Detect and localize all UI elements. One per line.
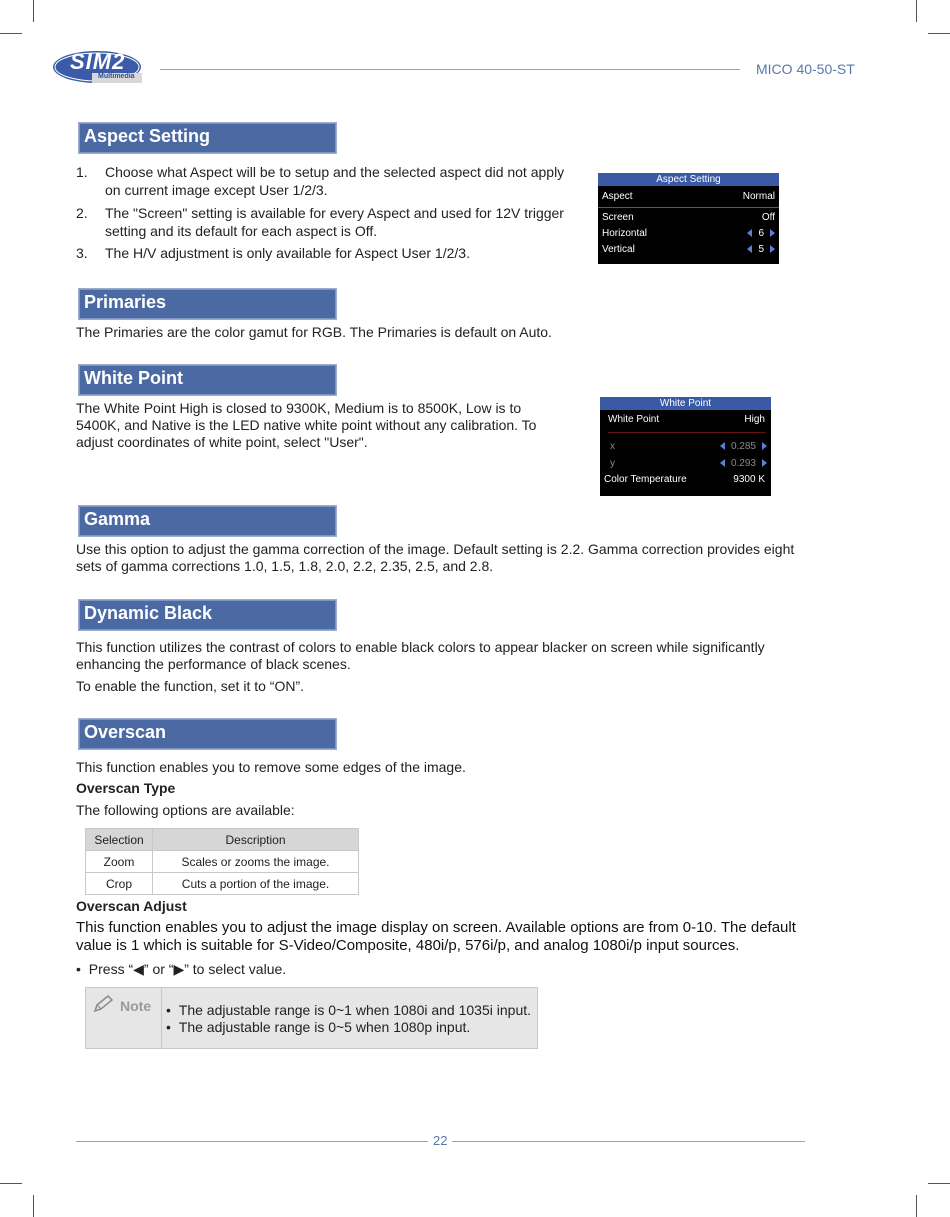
arrow-right-icon <box>762 442 767 450</box>
arrow-right-icon <box>762 459 767 467</box>
sim2-logo <box>52 45 147 85</box>
section-title-aspect-setting <box>78 122 337 154</box>
list-number: 1. <box>76 164 88 180</box>
section-title-text: Overscan <box>84 722 167 742</box>
arrow-right-icon <box>770 229 775 237</box>
table-cell: Crop <box>86 873 153 895</box>
osd-row-y <box>604 457 767 471</box>
section-title-white-point <box>78 364 337 396</box>
section-title-primaries <box>78 288 337 320</box>
section-title-text: Aspect Setting <box>84 126 211 146</box>
dynamic-black-enable-text: To enable the function, set it to “ON”. <box>76 678 305 694</box>
osd-divider <box>608 432 766 433</box>
arrow-left-icon <box>720 442 725 450</box>
crop-mark <box>916 0 917 22</box>
osd-label: White Point <box>608 414 660 425</box>
overscan-options-table <box>85 828 359 895</box>
section-title-overscan <box>78 718 337 750</box>
section-title-text: Gamma <box>84 509 151 529</box>
section-title-text: Primaries <box>84 292 167 312</box>
arrow-left-icon <box>747 245 752 253</box>
osd-row-screen <box>602 211 775 225</box>
table-row <box>86 851 359 873</box>
section-title-gamma <box>78 505 337 537</box>
logo-text: SIM2 <box>70 49 126 74</box>
section-title-text: White Point <box>84 368 183 388</box>
note-text: The adjustable range is 0~5 when 1080p input. <box>178 1019 471 1035</box>
osd-row-color-temperature <box>604 473 767 487</box>
osd-row-horizontal <box>602 227 775 241</box>
osd-value-stepper <box>720 440 767 454</box>
osd-value: 5 <box>758 244 764 255</box>
osd-value-stepper <box>747 243 775 257</box>
aspect-setting-osd-screenshot <box>598 173 779 264</box>
pencil-icon <box>92 994 116 1019</box>
osd-row-aspect <box>602 190 775 204</box>
note-text: The adjustable range is 0~1 when 1080i and 1035i input. <box>178 1002 532 1018</box>
osd-value-stepper <box>747 227 775 241</box>
section-title-text: Dynamic Black <box>84 603 213 623</box>
crop-mark <box>928 33 950 34</box>
osd-row-white-point <box>604 413 767 427</box>
overscan-adjust-heading: Overscan Adjust <box>76 898 187 914</box>
osd-value: Normal <box>742 191 775 202</box>
osd-value: 0.293 <box>730 458 756 469</box>
section-title-dynamic-black <box>78 599 337 631</box>
osd-value: 9300 K <box>733 474 765 485</box>
crop-mark <box>33 0 34 22</box>
crop-mark <box>0 1183 22 1184</box>
bullet: • <box>76 961 81 977</box>
note-label: Note <box>120 998 152 1014</box>
osd-value: 0.285 <box>730 441 756 452</box>
logo-sub: Multimedia <box>98 73 135 80</box>
osd-label: x <box>610 441 615 452</box>
list-number: 2. <box>76 205 88 221</box>
primaries-text: The Primaries are the color gamut for RGB. The Primaries is default on Auto. <box>76 324 552 340</box>
arrow-right-icon <box>770 245 775 253</box>
crop-mark <box>916 1195 917 1217</box>
table-cell: Scales or zooms the image. <box>153 851 359 873</box>
crop-mark <box>0 33 22 34</box>
white-point-osd-screenshot <box>600 397 771 496</box>
footer-rule-left <box>76 1141 428 1142</box>
note-box <box>85 987 538 1049</box>
table-cell: Zoom <box>86 851 153 873</box>
list-text: The H/V adjustment is only available for Aspect User 1/2/3. <box>105 245 470 261</box>
osd-value: High <box>744 414 765 425</box>
bullet: • <box>166 1002 171 1018</box>
table-cell: Cuts a portion of the image. <box>153 873 359 895</box>
arrow-left-icon <box>720 459 725 467</box>
overscan-type-heading: Overscan Type <box>76 780 176 796</box>
overscan-type-intro: The following options are available: <box>76 802 295 818</box>
osd-row-vertical <box>602 243 775 257</box>
bullet: • <box>166 1019 171 1035</box>
gamma-text: Use this option to adjust the gamma correction of the image. Default setting is 2.2. Gamma correction provides eight sets of gamma corrections 1.0, 1.5, 1.8, 2.0, 2.2, 2.35, 2.5, and 2.8. <box>76 541 795 574</box>
overscan-adjust-text: This function enables you to adjust the image display on screen. Available options are from 0-10. The default value is 1 which is suitable for S-Video/Composite, 480i/p, 576i/p, and analog 1080i/p input sources. <box>76 919 796 954</box>
list-number: 3. <box>76 245 88 261</box>
table-row <box>86 873 359 895</box>
osd-label: y <box>610 458 615 469</box>
osd-label: Color Temperature <box>604 474 687 485</box>
crop-mark <box>33 1195 34 1217</box>
table-header: Selection <box>86 829 153 851</box>
press-instruction-text: Press “◀” or “▶” to select value. <box>88 961 287 977</box>
osd-value-stepper <box>720 457 767 471</box>
overscan-text: This function enables you to remove some edges of the image. <box>76 759 466 775</box>
model-name: MICO 40-50-ST <box>756 61 855 77</box>
note-item <box>166 1019 470 1036</box>
osd-value: 6 <box>758 228 764 239</box>
list-text: The "Screen" setting is available for every Aspect and used for 12V trigger setting and its default for each aspect is Off. <box>105 205 564 239</box>
crop-mark <box>928 1183 950 1184</box>
note-divider <box>161 988 162 1048</box>
arrow-left-icon <box>747 229 752 237</box>
osd-row-x <box>604 440 767 454</box>
footer-rule-right <box>452 1141 805 1142</box>
osd-title: White Point <box>600 397 771 410</box>
press-instruction <box>76 961 286 978</box>
osd-divider <box>598 207 779 208</box>
list-text: Choose what Aspect will be to setup and the selected aspect did not apply on current image except User 1/2/3. <box>105 164 565 198</box>
osd-label: Aspect <box>602 191 633 202</box>
table-header-row <box>86 829 359 851</box>
osd-label: Screen <box>602 212 634 223</box>
table-header: Description <box>153 829 359 851</box>
osd-value: Off <box>761 212 775 223</box>
header-rule <box>160 69 740 70</box>
dynamic-black-text: This function utilizes the contrast of colors to enable black colors to appear blacker on screen while significantly enhancing the performance of black scenes. <box>76 639 765 672</box>
osd-label: Vertical <box>602 244 635 255</box>
page-number: 22 <box>433 1133 448 1148</box>
osd-label: Horizontal <box>602 228 648 239</box>
osd-title: Aspect Setting <box>598 173 779 186</box>
note-item <box>166 1002 531 1019</box>
white-point-text: The White Point High is closed to 9300K, Medium is to 8500K, Low is to 5400K, and Native is the LED native white point without any calibration. To adjust coordinates of white point, select "User". <box>76 400 537 450</box>
